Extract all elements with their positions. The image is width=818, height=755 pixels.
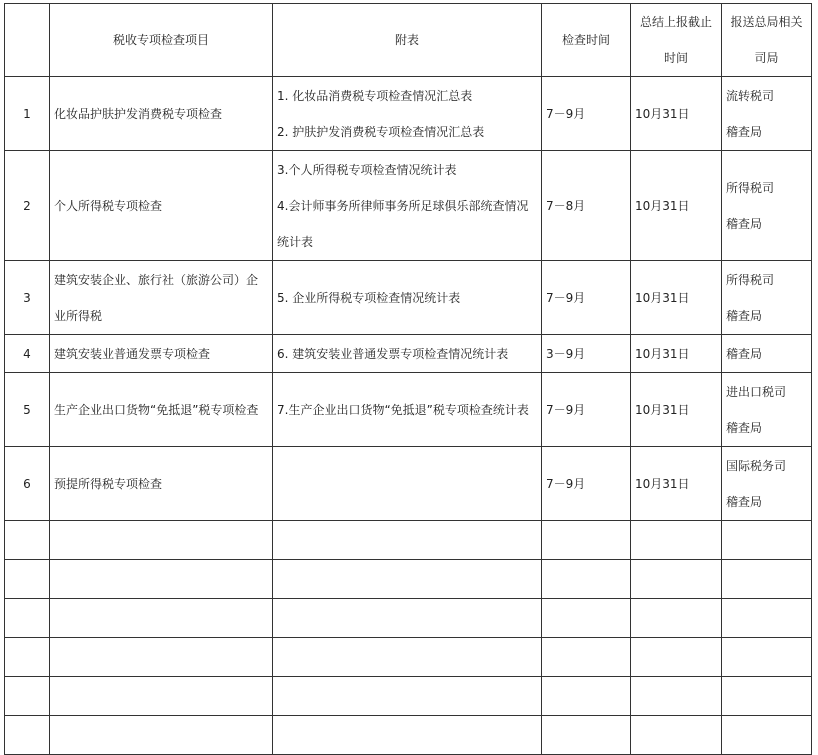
dept-line: 稽查局	[726, 494, 763, 509]
dept-cell	[722, 151, 812, 261]
empty-cell	[273, 599, 542, 638]
empty-cell	[542, 638, 631, 677]
time-cell: 3－9月	[542, 335, 631, 373]
empty-cell	[50, 560, 273, 599]
empty-cell	[50, 716, 273, 755]
attachment-line: 3.个人所得税专项检查情况统计表	[277, 162, 457, 177]
header-num	[5, 4, 50, 77]
deadline-cell: 10月31日	[631, 151, 722, 261]
empty-cell	[50, 638, 273, 677]
table-row	[5, 447, 812, 521]
empty-cell	[722, 716, 812, 755]
empty-cell	[631, 638, 722, 677]
empty-row	[5, 677, 812, 716]
dept-line: 流转税司	[726, 88, 775, 103]
header-attachment: 附表	[273, 4, 542, 77]
table-row	[5, 77, 812, 151]
table-row	[5, 373, 812, 447]
empty-cell	[50, 521, 273, 560]
empty-cell	[5, 521, 50, 560]
deadline-cell: 10月31日	[631, 447, 722, 521]
attachment-cell	[273, 261, 542, 335]
attachment-cell	[273, 151, 542, 261]
empty-cell	[722, 599, 812, 638]
empty-cell	[5, 716, 50, 755]
row-number: 5	[5, 373, 50, 447]
attachment-line: 5. 企业所得税专项检查情况统计表	[277, 290, 461, 305]
time-cell: 7－9月	[542, 447, 631, 521]
table-row	[5, 261, 812, 335]
dept-line: 进出口税司	[726, 384, 787, 399]
dept-line: 稽查局	[726, 346, 763, 361]
dept-line: 稽查局	[726, 308, 763, 323]
dept-cell	[722, 447, 812, 521]
project-cell: 生产企业出口货物“免抵退”税专项检查	[50, 373, 273, 447]
header-deadline: 总结上报截止时间	[631, 4, 722, 77]
attachment-cell	[273, 447, 542, 521]
time-cell: 7－8月	[542, 151, 631, 261]
dept-cell	[722, 373, 812, 447]
project-cell: 个人所得税专项检查	[50, 151, 273, 261]
empty-cell	[273, 521, 542, 560]
attachment-cell	[273, 373, 542, 447]
header-dept: 报送总局相关司局	[722, 4, 812, 77]
dept-cell	[722, 261, 812, 335]
row-number: 6	[5, 447, 50, 521]
row-number: 3	[5, 261, 50, 335]
empty-cell	[722, 677, 812, 716]
empty-cell	[631, 716, 722, 755]
dept-cell	[722, 77, 812, 151]
tax-inspection-table	[4, 3, 812, 755]
empty-cell	[273, 638, 542, 677]
empty-cell	[631, 677, 722, 716]
row-number: 4	[5, 335, 50, 373]
empty-cell	[5, 677, 50, 716]
empty-row	[5, 716, 812, 755]
project-cell: 预提所得税专项检查	[50, 447, 273, 521]
attachment-line: 2. 护肤护发消费税专项检查情况汇总表	[277, 124, 485, 139]
deadline-cell: 10月31日	[631, 335, 722, 373]
deadline-cell: 10月31日	[631, 261, 722, 335]
empty-row	[5, 560, 812, 599]
attachment-line: 7.生产企业出口货物“免抵退”税专项检查统计表	[277, 402, 529, 417]
dept-cell	[722, 335, 812, 373]
project-cell: 化妆品护肤护发消费税专项检查	[50, 77, 273, 151]
attachment-line: 6. 建筑安装业普通发票专项检查情况统计表	[277, 346, 509, 361]
empty-cell	[50, 677, 273, 716]
row-number: 1	[5, 77, 50, 151]
time-cell: 7－9月	[542, 373, 631, 447]
table-row	[5, 151, 812, 261]
attachment-line: 1. 化妆品消费税专项检查情况汇总表	[277, 88, 473, 103]
empty-cell	[542, 716, 631, 755]
empty-cell	[273, 560, 542, 599]
attachment-line: 4.会计师事务所律师事务所足球俱乐部统查情况统计表	[277, 198, 529, 249]
empty-cell	[542, 599, 631, 638]
empty-cell	[542, 560, 631, 599]
empty-cell	[631, 521, 722, 560]
attachment-cell	[273, 77, 542, 151]
dept-line: 稽查局	[726, 124, 763, 139]
empty-row	[5, 638, 812, 677]
header-time: 检查时间	[542, 4, 631, 77]
empty-row	[5, 521, 812, 560]
empty-cell	[722, 638, 812, 677]
header-project: 税收专项检查项目	[50, 4, 273, 77]
row-number: 2	[5, 151, 50, 261]
empty-row	[5, 599, 812, 638]
attachment-cell	[273, 335, 542, 373]
empty-cell	[542, 521, 631, 560]
time-cell: 7－9月	[542, 77, 631, 151]
empty-cell	[722, 521, 812, 560]
empty-cell	[273, 716, 542, 755]
header-row	[5, 4, 812, 77]
empty-cell	[5, 638, 50, 677]
dept-line: 所得税司	[726, 272, 775, 287]
project-cell: 建筑安装企业、旅行社（旅游公司）企业所得税	[50, 261, 273, 335]
deadline-cell: 10月31日	[631, 77, 722, 151]
dept-line: 稽查局	[726, 420, 763, 435]
empty-cell	[50, 599, 273, 638]
table-row	[5, 335, 812, 373]
time-cell: 7－9月	[542, 261, 631, 335]
dept-line: 所得税司	[726, 180, 775, 195]
dept-line: 稽查局	[726, 216, 763, 231]
empty-cell	[722, 560, 812, 599]
empty-cell	[631, 560, 722, 599]
empty-cell	[631, 599, 722, 638]
empty-cell	[5, 560, 50, 599]
dept-line: 国际税务司	[726, 458, 787, 473]
deadline-cell: 10月31日	[631, 373, 722, 447]
empty-cell	[273, 677, 542, 716]
project-cell: 建筑安装业普通发票专项检查	[50, 335, 273, 373]
empty-cell	[5, 599, 50, 638]
empty-cell	[542, 677, 631, 716]
